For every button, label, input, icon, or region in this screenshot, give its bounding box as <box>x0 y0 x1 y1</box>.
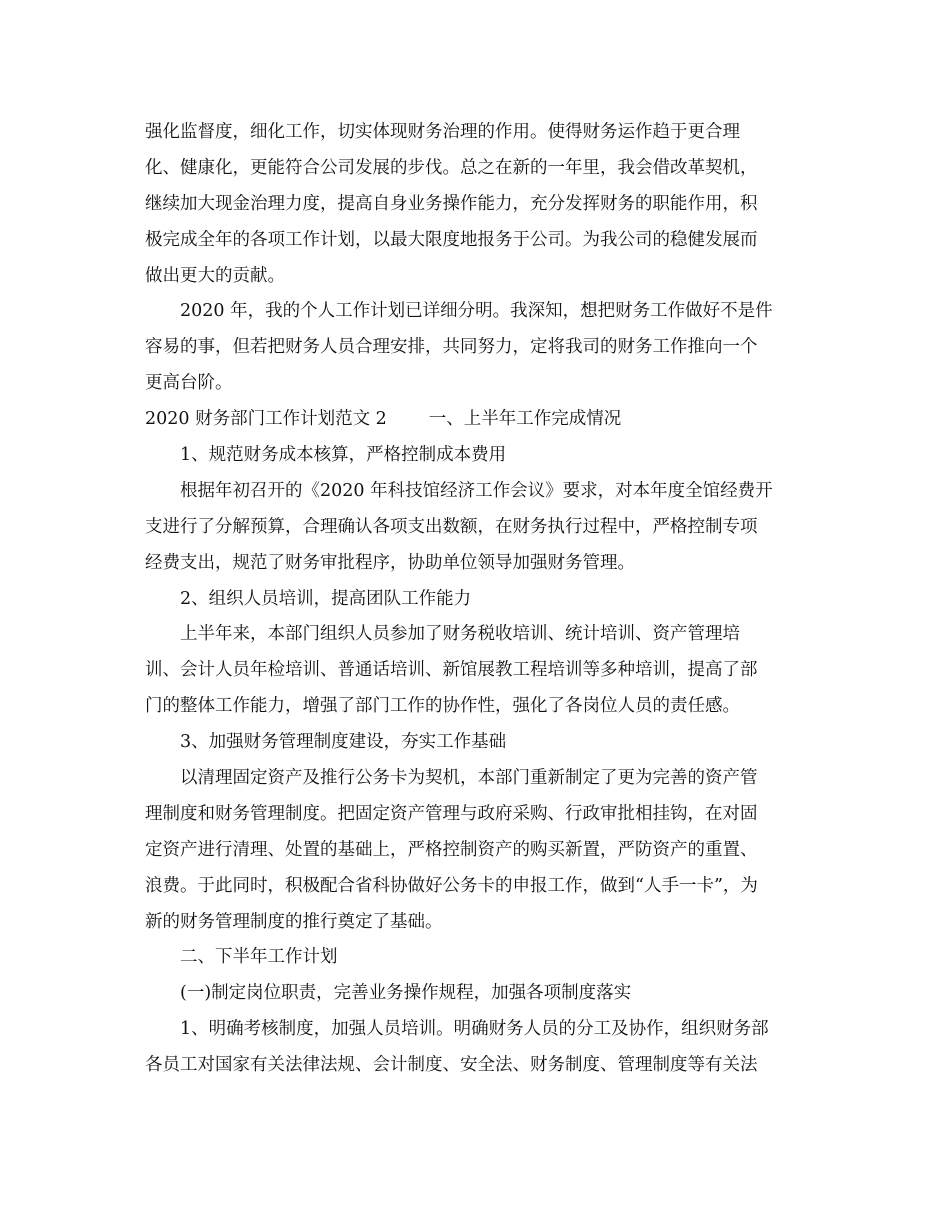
paragraph-line: 容易的事，但若把财务人员合理安排，共同努力，定将我司的财务工作推向一个 <box>145 337 758 358</box>
subheading-line: 3、加强财务管理制度建设，夯实工作基础 <box>180 732 507 753</box>
paragraph-line: 做出更大的贡献。 <box>145 265 285 286</box>
paragraph-line: 1、明确考核制度，加强人员培训。明确财务人员的分工及协作，组织财务部 <box>180 1019 769 1040</box>
paragraph-line: 支进行了分解预算，合理确认各项支出数额，在财务执行过程中，严格控制专项 <box>145 516 758 537</box>
paragraph-line: 极完成全年的各项工作计划，以最大限度地报务于公司。为我公司的稳健发展而 <box>145 229 758 250</box>
paragraph-line: 理制度和财务管理制度。把固定资产管理与政府采购、行政审批相挂钩，在对固 <box>145 803 758 824</box>
paragraph-line: 上半年来，本部门组织人员参加了财务税收培训、统计培训、资产管理培 <box>180 624 740 645</box>
paragraph-line: 门的整体工作能力，增强了部门工作的协作性，强化了各岗位人员的责任感。 <box>145 696 740 717</box>
subheading-line: 2、组织人员培训，提高团队工作能力 <box>180 588 472 609</box>
section-title-line <box>145 402 810 438</box>
subheading-line: 1、规范财务成本核算，严格控制成本费用 <box>180 445 507 466</box>
paragraph-line: 更高台阶。 <box>145 373 233 394</box>
document-body <box>145 115 810 1084</box>
section-heading: 一、上半年工作完成情况 <box>428 409 622 430</box>
paragraph-line: 化、健康化，更能符合公司发展的步伐。总之在新的一年里，我会借改革契机， <box>145 157 758 178</box>
paragraph-line: 各员工对国家有关法律法规、会计制度、安全法、财务制度、管理制度等有关法 <box>145 1055 758 1076</box>
paragraph-line: 2020 年，我的个人工作计划已详细分明。我深知，想把财务工作做好不是件 <box>180 301 773 322</box>
paragraph-line: 定资产进行清理、处置的基础上，严格控制资产的购买新置，严防资产的重置、 <box>145 839 758 860</box>
paragraph-line: 训、会计人员年检培训、普通话培训、新馆展教工程培训等多种培训，提高了部 <box>145 660 758 681</box>
paragraph-line: 经费支出，规范了财务审批程序，协助单位领导加强财务管理。 <box>145 552 635 573</box>
paragraph-line: 根据年初召开的《2020 年科技馆经济工作会议》要求，对本年度全馆经费开 <box>180 480 773 501</box>
document-title: 2020 财务部门工作计划范文 2 <box>145 409 387 430</box>
paragraph-line: 强化监督度，细化工作，切实体现财务治理的作用。使得财务运作趋于更合理 <box>145 122 740 142</box>
paragraph-line: 浪费。于此同时，积极配合省科协做好公务卡的申报工作，做到“人手一卡”，为 <box>145 875 758 896</box>
section-heading-line: 二、下半年工作计划 <box>180 947 338 968</box>
subheading-line: (一)制定岗位职责，完善业务操作规程，加强各项制度落实 <box>180 983 632 1004</box>
paragraph-line: 以清理固定资产及推行公务卡为契机，本部门重新制定了更为完善的资产管 <box>180 768 758 789</box>
paragraph-line: 继续加大现金治理力度，提高自身业务操作能力，充分发挥财务的职能作用，积 <box>145 193 758 214</box>
paragraph-line: 新的财务管理制度的推行奠定了基础。 <box>145 911 443 932</box>
